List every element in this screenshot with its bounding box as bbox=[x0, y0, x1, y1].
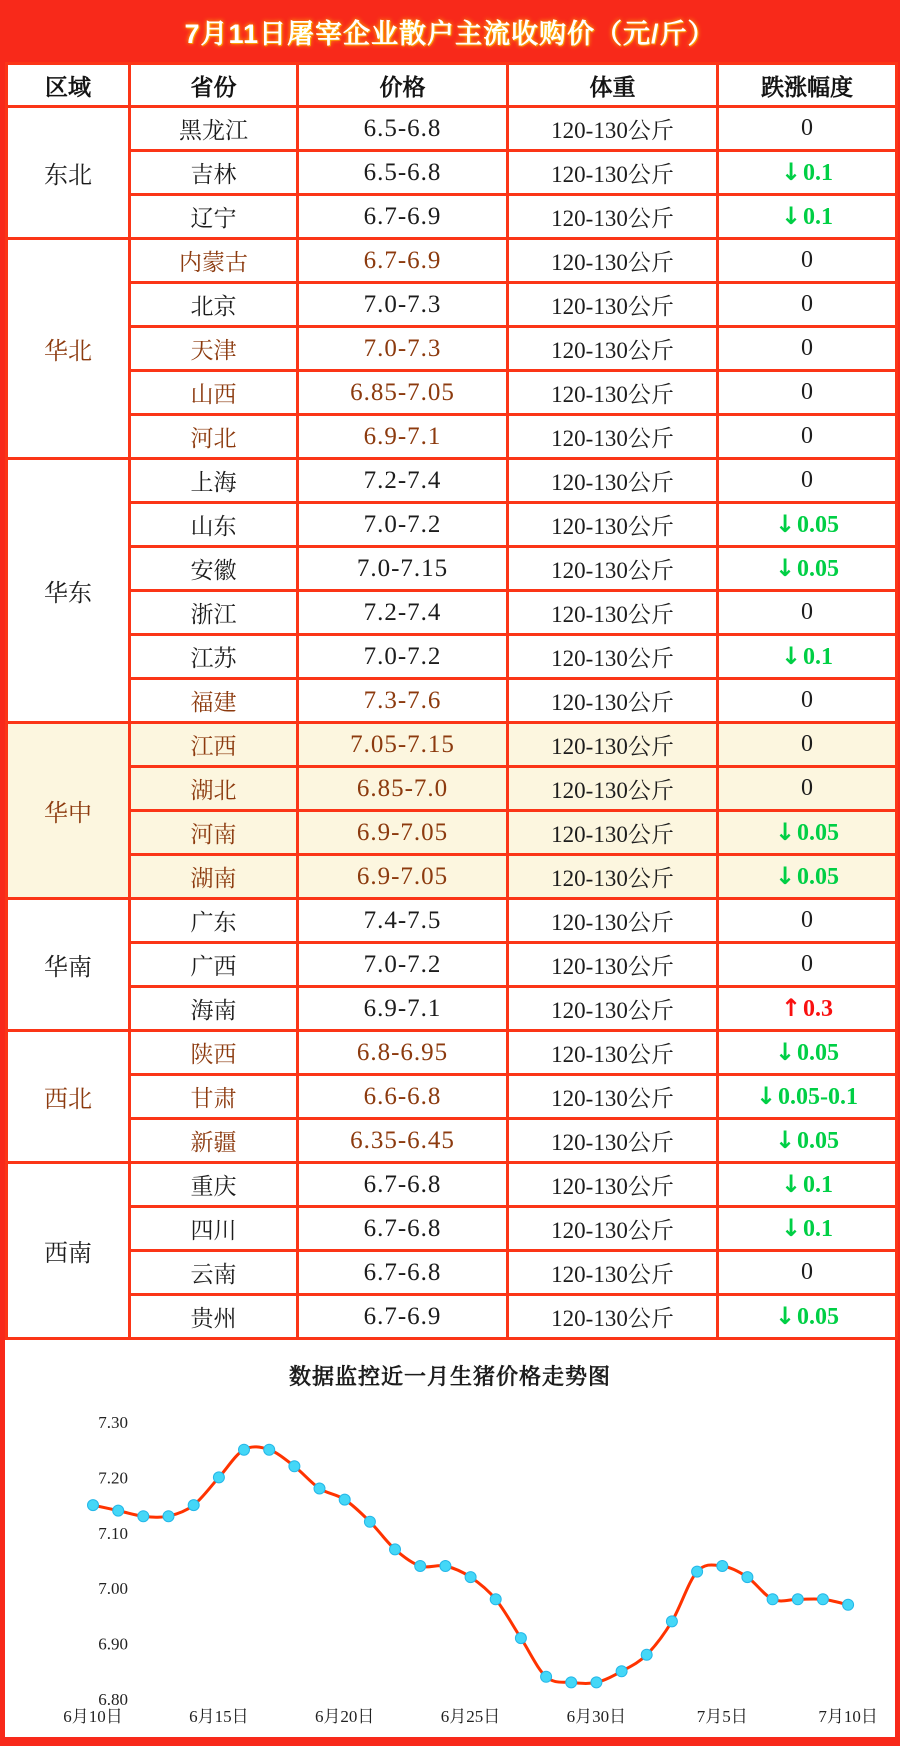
x-axis-tick-label: 7月5日 bbox=[696, 1707, 748, 1726]
price-cell: 7.3-7.6 bbox=[298, 679, 508, 723]
change-cell: 0 bbox=[718, 899, 897, 943]
weight-cell: 120-130公斤 bbox=[508, 239, 718, 283]
data-point-marker bbox=[767, 1594, 778, 1605]
table-row bbox=[7, 547, 897, 591]
price-cell: 6.35-6.45 bbox=[298, 1119, 508, 1163]
down-arrow-icon: ↓ bbox=[774, 510, 796, 538]
x-axis-tick-label: 6月30日 bbox=[566, 1707, 627, 1726]
table-row bbox=[7, 811, 897, 855]
table-row bbox=[7, 635, 897, 679]
change-cell: ↓0.05 bbox=[718, 1295, 897, 1339]
y-axis-tick-label: 6.90 bbox=[98, 1634, 128, 1654]
down-arrow-icon: ↓ bbox=[780, 158, 802, 186]
data-point-marker bbox=[465, 1572, 476, 1583]
table-row bbox=[7, 855, 897, 899]
x-axis-tick-label: 6月15日 bbox=[189, 1707, 249, 1726]
region-cell: 华中 bbox=[7, 723, 130, 899]
price-table-body bbox=[7, 107, 897, 1339]
change-cell: 0 bbox=[718, 943, 897, 987]
weight-cell: 120-130公斤 bbox=[508, 811, 718, 855]
page-title: 7月11日屠宰企业散户主流收购价（元/斤） bbox=[184, 18, 716, 49]
price-cell: 7.0-7.3 bbox=[298, 283, 508, 327]
change-cell: 0 bbox=[718, 283, 897, 327]
change-cell: 0 bbox=[718, 1251, 897, 1295]
trend-chart-section bbox=[5, 1340, 895, 1737]
region-cell: 华东 bbox=[7, 459, 130, 723]
weight-cell: 120-130公斤 bbox=[508, 371, 718, 415]
change-cell: 0 bbox=[718, 371, 897, 415]
weight-cell: 120-130公斤 bbox=[508, 1207, 718, 1251]
table-row bbox=[7, 239, 897, 283]
table-row bbox=[7, 987, 897, 1031]
header-province: 省份 bbox=[130, 64, 298, 107]
header-region: 区域 bbox=[7, 64, 130, 107]
region-cell: 西南 bbox=[7, 1163, 130, 1339]
change-cell: ↓0.1 bbox=[718, 195, 897, 239]
weight-cell: 120-130公斤 bbox=[508, 151, 718, 195]
price-cell: 6.9-7.05 bbox=[298, 811, 508, 855]
x-axis-tick-label: 7月10日 bbox=[818, 1707, 878, 1726]
data-point-marker bbox=[289, 1461, 300, 1472]
up-arrow-icon: ↑ bbox=[780, 994, 802, 1022]
change-cell: 0 bbox=[718, 679, 897, 723]
price-cell: 6.85-7.0 bbox=[298, 767, 508, 811]
table-row bbox=[7, 1031, 897, 1075]
data-point-marker bbox=[88, 1500, 99, 1511]
province-cell: 黑龙江 bbox=[130, 107, 298, 151]
weight-cell: 120-130公斤 bbox=[508, 1295, 718, 1339]
change-cell: ↓0.1 bbox=[718, 1207, 897, 1251]
region-cell: 西北 bbox=[7, 1031, 130, 1163]
table-row bbox=[7, 1207, 897, 1251]
weight-cell: 120-130公斤 bbox=[508, 1251, 718, 1295]
down-arrow-icon: ↓ bbox=[780, 1170, 802, 1198]
down-arrow-icon: ↓ bbox=[774, 554, 796, 582]
data-point-marker bbox=[415, 1561, 426, 1572]
weight-cell: 120-130公斤 bbox=[508, 547, 718, 591]
province-cell: 内蒙古 bbox=[130, 239, 298, 283]
table-row bbox=[7, 151, 897, 195]
price-cell: 6.7-6.8 bbox=[298, 1163, 508, 1207]
data-point-marker bbox=[188, 1500, 199, 1511]
table-row bbox=[7, 1251, 897, 1295]
price-cell: 6.9-7.1 bbox=[298, 415, 508, 459]
region-cell: 华北 bbox=[7, 239, 130, 459]
province-cell: 北京 bbox=[130, 283, 298, 327]
table-row bbox=[7, 1119, 897, 1163]
province-cell: 天津 bbox=[130, 327, 298, 371]
change-cell: 0 bbox=[718, 591, 897, 635]
price-cell: 7.0-7.3 bbox=[298, 327, 508, 371]
province-cell: 吉林 bbox=[130, 151, 298, 195]
province-cell: 云南 bbox=[130, 1251, 298, 1295]
data-point-marker bbox=[515, 1633, 526, 1644]
data-point-marker bbox=[591, 1677, 602, 1688]
table-row bbox=[7, 283, 897, 327]
change-cell: 0 bbox=[718, 459, 897, 503]
price-cell: 6.7-6.9 bbox=[298, 1295, 508, 1339]
price-cell: 7.0-7.2 bbox=[298, 943, 508, 987]
price-cell: 6.5-6.8 bbox=[298, 151, 508, 195]
data-point-marker bbox=[742, 1572, 753, 1583]
change-cell: 0 bbox=[718, 107, 897, 151]
price-cell: 6.5-6.8 bbox=[298, 107, 508, 151]
change-cell: ↓0.1 bbox=[718, 1163, 897, 1207]
down-arrow-icon: ↓ bbox=[774, 1302, 796, 1330]
data-point-marker bbox=[440, 1561, 451, 1572]
change-cell: ↓0.05 bbox=[718, 1031, 897, 1075]
change-cell: ↓0.1 bbox=[718, 151, 897, 195]
province-cell: 福建 bbox=[130, 679, 298, 723]
change-cell: ↑0.3 bbox=[718, 987, 897, 1031]
y-axis-tick-label: 7.30 bbox=[98, 1413, 128, 1432]
change-cell: ↓0.05 bbox=[718, 811, 897, 855]
chart-title: 数据监控近一月生猪价格走势图 bbox=[288, 1364, 611, 1389]
table-row bbox=[7, 1163, 897, 1207]
province-cell: 贵州 bbox=[130, 1295, 298, 1339]
change-cell: 0 bbox=[718, 239, 897, 283]
change-cell: ↓0.05 bbox=[718, 547, 897, 591]
data-point-marker bbox=[390, 1544, 401, 1555]
trend-chart-svg bbox=[5, 1340, 895, 1734]
data-point-marker bbox=[163, 1511, 174, 1522]
y-axis-tick-label: 6.80 bbox=[98, 1690, 128, 1709]
weight-cell: 120-130公斤 bbox=[508, 723, 718, 767]
province-cell: 湖南 bbox=[130, 855, 298, 899]
header-row bbox=[7, 64, 897, 107]
weight-cell: 120-130公斤 bbox=[508, 943, 718, 987]
x-axis-tick-label: 6月25日 bbox=[440, 1707, 501, 1726]
data-point-marker bbox=[138, 1511, 149, 1522]
weight-cell: 120-130公斤 bbox=[508, 679, 718, 723]
province-cell: 河北 bbox=[130, 415, 298, 459]
table-row bbox=[7, 943, 897, 987]
weight-cell: 120-130公斤 bbox=[508, 283, 718, 327]
province-cell: 山东 bbox=[130, 503, 298, 547]
province-cell: 湖北 bbox=[130, 767, 298, 811]
table-row bbox=[7, 371, 897, 415]
weight-cell: 120-130公斤 bbox=[508, 415, 718, 459]
province-cell: 四川 bbox=[130, 1207, 298, 1251]
change-cell: ↓0.05 bbox=[718, 855, 897, 899]
down-arrow-icon: ↓ bbox=[774, 1126, 796, 1154]
data-point-marker bbox=[541, 1671, 552, 1682]
weight-cell: 120-130公斤 bbox=[508, 899, 718, 943]
province-cell: 甘肃 bbox=[130, 1075, 298, 1119]
weight-cell: 120-130公斤 bbox=[508, 1163, 718, 1207]
data-point-marker bbox=[692, 1566, 703, 1577]
weight-cell: 120-130公斤 bbox=[508, 1031, 718, 1075]
table-row bbox=[7, 591, 897, 635]
change-cell: 0 bbox=[718, 415, 897, 459]
x-axis-tick-label: 6月20日 bbox=[314, 1707, 375, 1726]
data-point-marker bbox=[717, 1561, 728, 1572]
data-point-marker bbox=[339, 1494, 350, 1505]
price-cell: 6.85-7.05 bbox=[298, 371, 508, 415]
price-cell: 6.6-6.8 bbox=[298, 1075, 508, 1119]
weight-cell: 120-130公斤 bbox=[508, 635, 718, 679]
province-cell: 安徽 bbox=[130, 547, 298, 591]
data-point-marker bbox=[641, 1649, 652, 1660]
weight-cell: 120-130公斤 bbox=[508, 987, 718, 1031]
price-cell: 6.8-6.95 bbox=[298, 1031, 508, 1075]
price-cell: 6.7-6.9 bbox=[298, 195, 508, 239]
price-table bbox=[5, 62, 898, 1340]
down-arrow-icon: ↓ bbox=[780, 1214, 802, 1242]
price-cell: 7.2-7.4 bbox=[298, 459, 508, 503]
province-cell: 河南 bbox=[130, 811, 298, 855]
header-weight: 体重 bbox=[508, 64, 718, 107]
weight-cell: 120-130公斤 bbox=[508, 591, 718, 635]
down-arrow-icon: ↓ bbox=[774, 862, 796, 890]
down-arrow-icon: ↓ bbox=[780, 202, 802, 230]
change-cell: 0 bbox=[718, 327, 897, 371]
province-cell: 重庆 bbox=[130, 1163, 298, 1207]
table-row bbox=[7, 723, 897, 767]
region-cell: 华南 bbox=[7, 899, 130, 1031]
weight-cell: 120-130公斤 bbox=[508, 107, 718, 151]
price-cell: 7.0-7.2 bbox=[298, 635, 508, 679]
table-row bbox=[7, 767, 897, 811]
data-point-marker bbox=[817, 1594, 828, 1605]
change-cell: 0 bbox=[718, 767, 897, 811]
weight-cell: 120-130公斤 bbox=[508, 503, 718, 547]
data-point-marker bbox=[364, 1516, 375, 1527]
down-arrow-icon: ↓ bbox=[774, 818, 796, 846]
data-point-marker bbox=[264, 1444, 275, 1455]
data-point-marker bbox=[239, 1444, 250, 1455]
table-row bbox=[7, 415, 897, 459]
price-cell: 7.0-7.15 bbox=[298, 547, 508, 591]
change-cell: 0 bbox=[718, 723, 897, 767]
data-point-marker bbox=[666, 1616, 677, 1627]
down-arrow-icon: ↓ bbox=[755, 1082, 777, 1110]
table-row bbox=[7, 899, 897, 943]
price-cell: 6.7-6.8 bbox=[298, 1207, 508, 1251]
data-point-marker bbox=[792, 1594, 803, 1605]
data-point-marker bbox=[566, 1677, 577, 1688]
y-axis-tick-label: 7.10 bbox=[98, 1523, 128, 1543]
data-point-marker bbox=[213, 1472, 224, 1483]
table-row bbox=[7, 1295, 897, 1339]
price-cell: 6.7-6.9 bbox=[298, 239, 508, 283]
table-row bbox=[7, 459, 897, 503]
data-point-marker bbox=[314, 1483, 325, 1494]
down-arrow-icon: ↓ bbox=[774, 1038, 796, 1066]
y-axis-tick-label: 7.00 bbox=[98, 1579, 128, 1599]
weight-cell: 120-130公斤 bbox=[508, 1119, 718, 1163]
table-row bbox=[7, 503, 897, 547]
province-cell: 海南 bbox=[130, 987, 298, 1031]
price-cell: 6.7-6.8 bbox=[298, 1251, 508, 1295]
price-trend-line bbox=[93, 1447, 848, 1684]
region-cell: 东北 bbox=[7, 107, 130, 239]
province-cell: 新疆 bbox=[130, 1119, 298, 1163]
province-cell: 江苏 bbox=[130, 635, 298, 679]
province-cell: 山西 bbox=[130, 371, 298, 415]
data-point-marker bbox=[490, 1594, 501, 1605]
price-cell: 7.05-7.15 bbox=[298, 723, 508, 767]
weight-cell: 120-130公斤 bbox=[508, 195, 718, 239]
data-point-marker bbox=[843, 1599, 854, 1610]
table-row bbox=[7, 107, 897, 151]
province-cell: 江西 bbox=[130, 723, 298, 767]
change-cell: ↓0.05 bbox=[718, 503, 897, 547]
province-cell: 辽宁 bbox=[130, 195, 298, 239]
data-point-marker bbox=[113, 1505, 124, 1516]
weight-cell: 120-130公斤 bbox=[508, 855, 718, 899]
change-cell: ↓0.05-0.1 bbox=[718, 1075, 897, 1119]
price-cell: 6.9-7.05 bbox=[298, 855, 508, 899]
change-cell: ↓0.1 bbox=[718, 635, 897, 679]
province-cell: 上海 bbox=[130, 459, 298, 503]
weight-cell: 120-130公斤 bbox=[508, 1075, 718, 1119]
province-cell: 浙江 bbox=[130, 591, 298, 635]
table-row bbox=[7, 195, 897, 239]
header-price: 价格 bbox=[298, 64, 508, 107]
data-point-marker bbox=[616, 1666, 627, 1677]
price-cell: 7.2-7.4 bbox=[298, 591, 508, 635]
table-row bbox=[7, 327, 897, 371]
title-banner bbox=[5, 0, 895, 62]
header-change: 跌涨幅度 bbox=[718, 64, 897, 107]
weight-cell: 120-130公斤 bbox=[508, 767, 718, 811]
price-cell: 6.9-7.1 bbox=[298, 987, 508, 1031]
province-cell: 陕西 bbox=[130, 1031, 298, 1075]
table-row bbox=[7, 1075, 897, 1119]
weight-cell: 120-130公斤 bbox=[508, 459, 718, 503]
y-axis-tick-label: 7.20 bbox=[98, 1468, 128, 1488]
province-cell: 广东 bbox=[130, 899, 298, 943]
weight-cell: 120-130公斤 bbox=[508, 327, 718, 371]
down-arrow-icon: ↓ bbox=[780, 642, 802, 670]
price-cell: 7.4-7.5 bbox=[298, 899, 508, 943]
price-table-header bbox=[7, 64, 897, 107]
change-cell: ↓0.05 bbox=[718, 1119, 897, 1163]
table-row bbox=[7, 679, 897, 723]
x-axis-tick-label: 6月10日 bbox=[63, 1707, 123, 1726]
price-cell: 7.0-7.2 bbox=[298, 503, 508, 547]
province-cell: 广西 bbox=[130, 943, 298, 987]
